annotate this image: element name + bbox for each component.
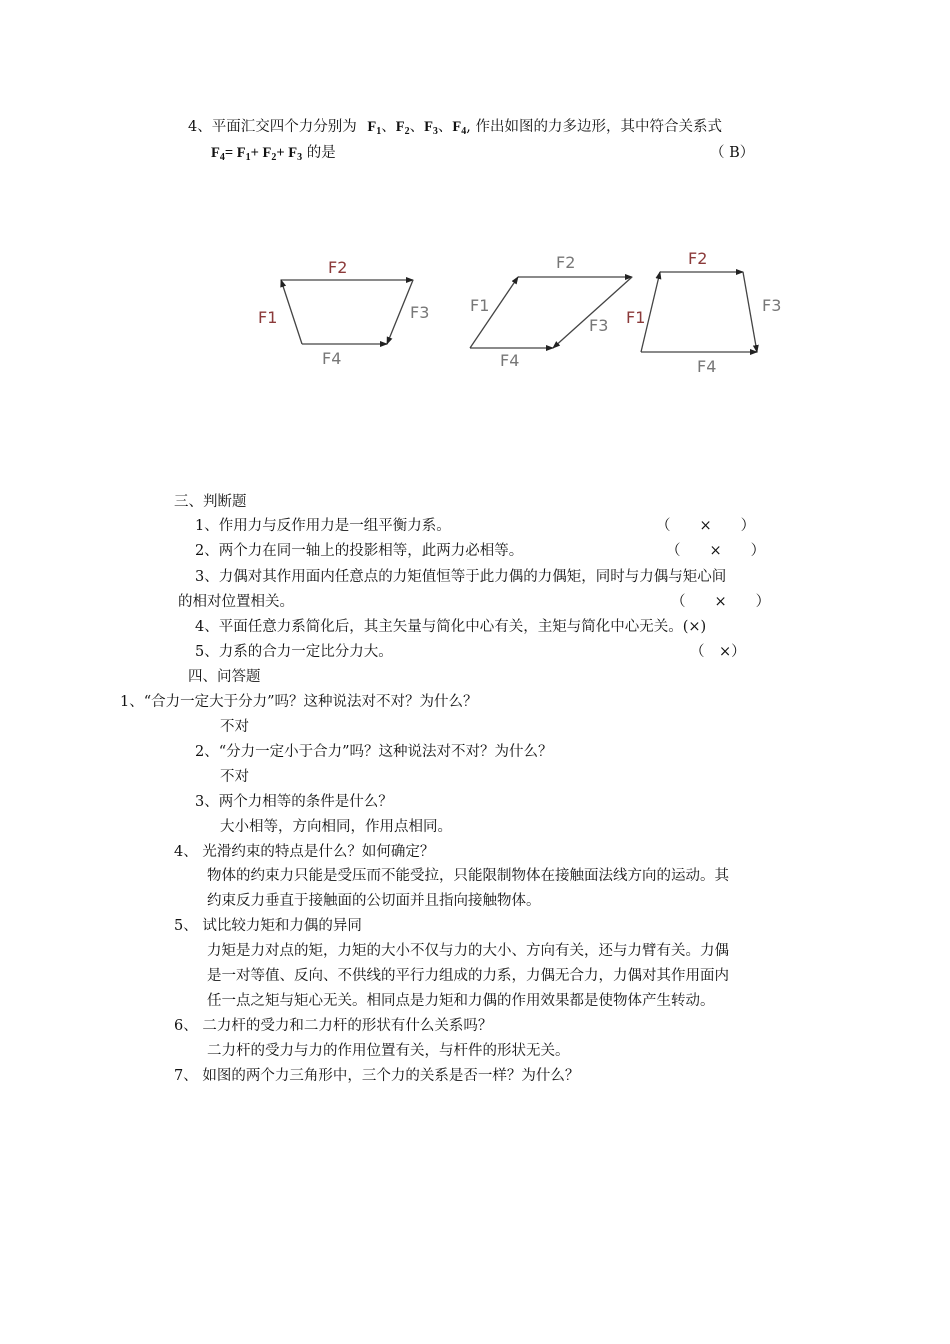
fig1-label-f4: F4 — [322, 349, 342, 368]
fig2-label-f3: F3 — [589, 316, 609, 335]
judge-answer-3: （ × ） — [671, 594, 771, 610]
force-f1: $F_1$ — [367, 119, 382, 137]
qa-answer-3: 大小相等，方向相同，作用点相同。 — [220, 819, 452, 835]
qa-question-3: 3、两个力相等的条件是什么？ — [195, 794, 393, 810]
question-4-answer: （ B） — [710, 145, 755, 161]
equation: $F_4= F_1+ F_2+ F_3$ — [211, 145, 303, 163]
fig2-vector-f3 — [553, 277, 632, 348]
judge-item-4: 4、平面任意力系简化后，其主矢量与简化中心有关，主矩与简化中心无关。(×) — [195, 619, 707, 635]
fig3-label-f3: F3 — [762, 296, 782, 315]
qa-answer-2: 不对 — [220, 769, 249, 785]
separator: 、 — [437, 119, 453, 135]
qa-answer-4-line2: 约束反力垂直于接触面的公切面并且指向接触物体。 — [207, 893, 541, 909]
judge-item-5: 5、力系的合力一定比分力大。 — [195, 644, 393, 660]
fig1-label-f1: F1 — [258, 308, 278, 327]
equation-tail: 的是 — [302, 145, 336, 161]
qa-heading: 四、问答题 — [188, 669, 261, 685]
qa-answer-6: 二力杆的受力与力的作用位置有关，与杆件的形状无关。 — [207, 1043, 570, 1059]
qa-question-5: 5、 试比较力矩和力偶的异同 — [174, 918, 362, 934]
fig1-label-f3: F3 — [410, 303, 430, 322]
qa-answer-5-line3: 任一点之矩与矩心无关。相同点是力矩和力偶的作用效果都是使物体产生转动。 — [207, 993, 715, 1009]
judge-answer-2: （ × ） — [666, 543, 766, 559]
fig1-label-f2: F2 — [328, 258, 348, 277]
fig2-label-f1: F1 — [470, 296, 490, 315]
question-4-line2 — [211, 143, 336, 163]
qa-answer-4-line1: 物体的约束力只能是受压而不能受拉，只能限制物体在接触面法线方向的运动。其 — [207, 868, 729, 884]
fig1-vector-f1 — [281, 280, 302, 344]
qa-question-7: 7、 如图的两个力三角形中，三个力的关系是否一样？为什么？ — [174, 1068, 580, 1084]
separator: 、 — [409, 119, 425, 135]
qa-question-4: 4、 光滑约束的特点是什么？如何确定？ — [174, 844, 435, 860]
fig2-label-f2: F2 — [556, 253, 576, 272]
question-4-line1 — [188, 117, 722, 137]
separator: 、 — [381, 119, 396, 135]
judge-item-1: 1、作用力与反作用力是一组平衡力系。 — [195, 518, 451, 534]
force-polygon-figure — [0, 240, 950, 400]
qa-question-1: 1、“合力一定大于分力”吗？这种说法对不对？为什么？ — [120, 694, 478, 710]
fig3-label-f1: F1 — [626, 308, 646, 327]
question-4-suffix: , 作出如图的力多边形，其中符合关系式 — [466, 119, 722, 135]
judge-answer-1: （ × ） — [656, 518, 756, 534]
judge-item-2: 2、两个力在同一轴上的投影相等，此两力必相等。 — [195, 543, 524, 559]
judge-heading: 三、判断题 — [174, 494, 247, 510]
qa-answer-5-line2: 是一对等值、反向、不供线的平行力组成的力系，力偶无合力，力偶对其作用面内 — [207, 968, 729, 984]
judge-item-3: 3、力偶对其作用面内任意点的力矩值恒等于此力偶的力偶矩，同时与力偶与矩心间 — [195, 569, 727, 585]
fig3-label-f2: F2 — [688, 249, 708, 268]
force-f2: $F_2$ — [395, 119, 410, 137]
judge-item-3-cont: 的相对位置相关。 — [178, 594, 294, 610]
qa-answer-1: 不对 — [220, 719, 249, 735]
fig3-vector-f3 — [743, 272, 757, 352]
fig2-label-f4: F4 — [500, 351, 520, 370]
force-f3: $F_3$ — [424, 119, 438, 137]
qa-answer-5-line1: 力矩是力对点的矩，力矩的大小不仅与力的大小、方向有关，还与力臂有关。力偶 — [207, 943, 729, 959]
judge-answer-5: （ ×） — [690, 644, 746, 660]
qa-question-6: 6、 二力杆的受力和二力杆的形状有什么关系吗？ — [174, 1018, 493, 1034]
force-f4: $F_4$ — [452, 119, 467, 137]
fig3-label-f4: F4 — [697, 357, 717, 376]
question-4-prefix: 4、平面汇交四个力分别为 — [188, 119, 357, 135]
qa-question-2: 2、“分力一定小于合力”吗？这种说法对不对？为什么？ — [195, 744, 553, 760]
